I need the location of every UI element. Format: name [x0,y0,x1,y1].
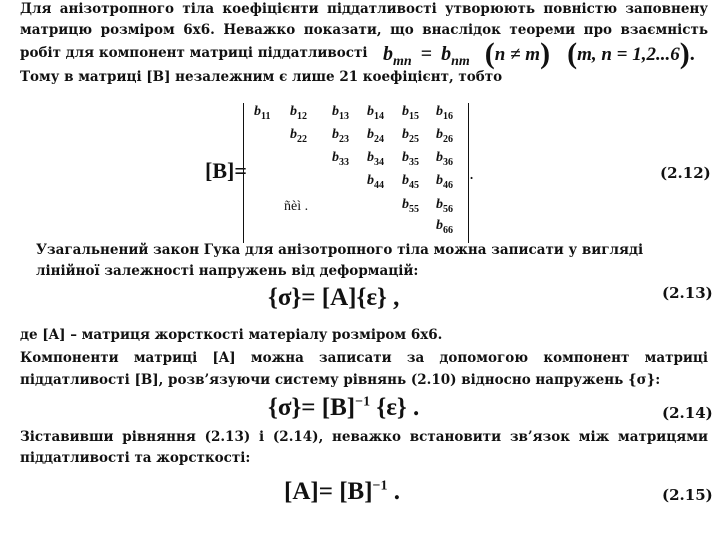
matrix-cell: $b_{56}$ [436,197,453,215]
paragraph-1-line-4: Тому в матриці [B] незалежним є лише 21 коефіцієнт, тобто [20,69,503,85]
paragraph-3-line-2: Компоненти матриці [A] можна записати за допомогою компонент матриці [20,350,708,366]
matrix-lhs: [B]= [205,158,247,183]
equation-number-2-13: (2.13) [662,284,713,302]
matrix-cell: $b_{15}$ [402,104,419,122]
matrix-cell: $b_{24}$ [367,127,384,145]
paragraph-1-line-3: робіт для компонент матриці піддатливості [20,45,368,61]
matrix-cell: $b_{23}$ [332,127,349,145]
paragraph-3-line-3: піддатливості [B], розв’язуючи систему рівнянь (2.10) відносно напружень {σ}: [20,372,661,388]
matrix-cell: $b_{46}$ [436,173,453,191]
matrix-cell: $b_{25}$ [402,127,419,145]
matrix-cell: $b_{22}$ [290,127,307,145]
equals-sign: = [420,43,433,65]
index-range: m, n = 1,2...6 [577,44,680,65]
paragraph-3-line-1: де [A] – матриця жорсткості матеріалу розміром 6х6. [20,327,443,343]
matrix-cell: $b_{12}$ [290,104,307,122]
equation-2-15 [284,478,400,506]
paragraph-4-line-2: піддатливості та жорсткості: [20,450,251,466]
equation-number-2-12: (2.12) [660,164,711,182]
inverse-exponent: −1 [372,478,388,494]
equation-2-15-rhs: . [387,478,401,505]
matrix-cell: $b_{36}$ [436,150,453,168]
equation-2-14-rhs: {ε} . [370,394,420,421]
matrix-cell: $b_{13}$ [332,104,349,122]
index-inequality: n ≠ m [494,44,541,65]
b-mn: b [383,43,393,65]
paragraph-4-line-1: Зіставивши рівняння (2.13) і (2.14), неважко встановити зв’язок між матрицями [20,429,708,445]
matrix-cell: $b_{34}$ [367,150,384,168]
b-nm: b [441,43,452,65]
formula-dot: . [689,43,695,65]
matrix-cell: $b_{33}$ [332,150,349,168]
matrix-cell: $b_{44}$ [367,173,384,191]
matrix-cell: $b_{66}$ [436,218,453,236]
matrix-cell: $b_{16}$ [436,104,453,122]
equation-2-14 [268,394,419,422]
matrix-trailing-dot: . [469,164,475,183]
matrix-cell: $b_{26}$ [436,127,453,145]
matrix-cell: $b_{14}$ [367,104,384,122]
matrix-cell: $b_{55}$ [402,197,419,215]
matrix-cell: $b_{35}$ [402,150,419,168]
symmetric-label: ñèì . [284,199,309,214]
symmetry-formula: $b_{mn} = b_{nm}$ (n ≠ m) (m, n = 1,2...6). [383,37,695,70]
matrix-cell: $b_{11}$ [254,104,271,122]
matrix-cell: $b_{45}$ [402,173,419,191]
paragraph-1-line-2: матрицю розміром 6х6. Неважко показати, що внаслідок теореми про взаємність [20,22,708,38]
equation-2-14-lhs: {σ}= [B] [268,394,356,421]
inverse-exponent: −1 [355,394,371,410]
equation-number-2-15: (2.15) [662,486,713,504]
equation-number-2-14: (2.14) [662,404,713,422]
compliance-matrix [243,103,469,243]
paragraph-2-line-1: Узагальнений закон Гука для анізотропного тіла можна записати у вигляді [36,242,644,258]
equation-2-13: {σ}= [A]{ε} , [268,284,400,311]
paragraph-2-line-2: лінійної залежності напружень від деформацій: [36,263,419,279]
equation-2-15-lhs: [A]= [B] [284,478,373,505]
paragraph-1-line-1: Для анізотропного тіла коефіцієнти піддатливості утворюють повністю заповнену [20,1,708,17]
b-mn-subscript: mn [393,54,412,69]
b-nm-subscript: nm [451,54,470,69]
